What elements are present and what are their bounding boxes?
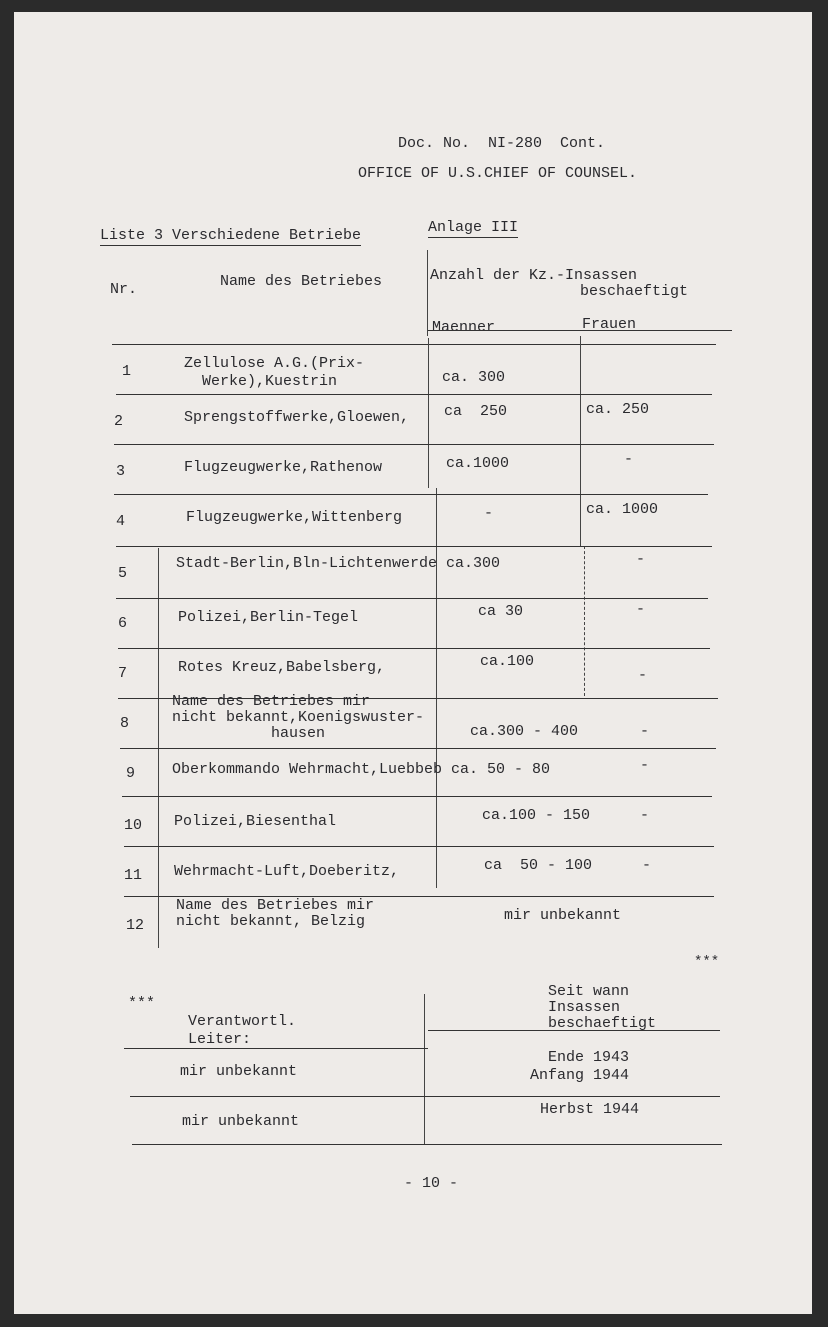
- header-rule: [112, 344, 716, 345]
- subheader-rule: [428, 330, 732, 331]
- row-8-name-cont: nicht bekannt,Koenigswuster-: [172, 709, 425, 726]
- row-5-name: Stadt-Berlin,Bln-Lichtenwerde ca.300: [176, 555, 501, 572]
- table2-row-rule: [130, 1096, 720, 1097]
- annex-label: Anlage III: [428, 219, 519, 236]
- row-6-nr: 6: [118, 615, 128, 632]
- table2-row-1-leader: mir unbekannt: [180, 1063, 298, 1080]
- header-divider: [427, 250, 428, 336]
- row-6-women: -: [636, 601, 646, 618]
- row-10-nr: 10: [124, 817, 143, 834]
- row-rule: [116, 546, 712, 547]
- row-2-nr: 2: [114, 413, 124, 430]
- header-nr: Nr.: [110, 281, 138, 298]
- row-rule: [122, 796, 712, 797]
- row-7-men: ca.100: [480, 653, 535, 670]
- table2-divider: [424, 994, 425, 1144]
- header-name: Name des Betriebes: [220, 273, 383, 290]
- header-men: Maenner: [432, 319, 496, 336]
- table2-header-leader: Verantwortl.: [188, 1013, 297, 1030]
- row-4-men: -: [484, 505, 494, 522]
- row-7-name: Rotes Kreuz,Babelsberg,: [178, 659, 386, 676]
- row-8-men: ca.300 - 400: [470, 723, 579, 740]
- row-3-men: ca.1000: [446, 455, 510, 472]
- footnote-marker: ***: [694, 954, 720, 970]
- table2-row-2-leader: mir unbekannt: [182, 1113, 300, 1130]
- row-8-women: -: [640, 723, 650, 740]
- column-divider-men: [428, 338, 429, 488]
- page-number: - 10 -: [404, 1175, 459, 1192]
- table2-header-since-2: Insassen: [548, 999, 621, 1016]
- row-8-name-cont2: hausen: [172, 725, 326, 742]
- row-3-nr: 3: [116, 463, 126, 480]
- row-2-women: ca. 250: [586, 401, 650, 418]
- row-3-name: Flugzeugwerke,Rathenow: [184, 459, 383, 476]
- row-rule: [116, 394, 712, 395]
- row-rule: [114, 494, 708, 495]
- row-11-nr: 11: [124, 867, 143, 884]
- table2-row-2-since: Herbst 1944: [540, 1101, 640, 1118]
- footnote-marker-left: ***: [128, 995, 156, 1012]
- office-title: OFFICE OF U.S.CHIEF OF COUNSEL.: [358, 165, 638, 182]
- row-4-nr: 4: [116, 513, 126, 530]
- row-6-men: ca 30: [478, 603, 524, 620]
- row-9-nr: 9: [126, 765, 136, 782]
- row-3-women: -: [624, 451, 634, 468]
- list-title: Liste 3 Verschiedene Betriebe: [100, 227, 362, 244]
- doc-number: Doc. No. NI-280 Cont.: [398, 135, 606, 152]
- row-12-nr: 12: [126, 917, 145, 934]
- column-divider-men-lower: [436, 488, 437, 888]
- row-10-women: -: [640, 807, 650, 824]
- row-12-name-cont: nicht bekannt, Belzig: [176, 913, 366, 930]
- document-page: [14, 12, 812, 1314]
- row-2-men: ca 250: [444, 403, 508, 420]
- row-8-name: Name des Betriebes mir: [172, 693, 371, 710]
- header-count-line2: beschaeftigt: [580, 283, 689, 300]
- row-12-name: Name des Betriebes mir: [176, 897, 375, 914]
- table2-header-rule: [124, 1048, 428, 1049]
- table2-header-leader-cont: Leiter:: [188, 1031, 252, 1048]
- row-1-nr: 1: [122, 363, 132, 380]
- row-9-name: Oberkommando Wehrmacht,Luebbeb ca. 50 - 80: [172, 761, 551, 778]
- header-women: Frauen: [582, 316, 637, 333]
- table2-row-1-since-2: Anfang 1944: [530, 1067, 630, 1084]
- table2-subrule: [428, 1030, 720, 1031]
- row-rule: [120, 748, 716, 749]
- row-rule: [114, 444, 714, 445]
- row-rule: [124, 846, 714, 847]
- row-11-men: ca 50 - 100: [484, 857, 593, 874]
- row-9-women: -: [640, 757, 650, 774]
- row-11-name: Wehrmacht-Luft,Doeberitz,: [174, 863, 400, 880]
- row-1-name-cont: Werke),Kuestrin: [184, 373, 338, 390]
- row-7-nr: 7: [118, 665, 128, 682]
- row-10-men: ca.100 - 150: [482, 807, 591, 824]
- row-6-name: Polizei,Berlin-Tegel: [178, 609, 359, 626]
- row-8-nr: 8: [120, 715, 130, 732]
- table2-row-1-since: Ende 1943: [548, 1049, 630, 1066]
- row-12-men: mir unbekannt: [504, 907, 622, 924]
- header-count-line1: Anzahl der Kz.-Insassen: [430, 267, 638, 284]
- row-5-nr: 5: [118, 565, 128, 582]
- row-1-name: Zellulose A.G.(Prix-: [184, 355, 365, 372]
- table2-header-since: Seit wann: [548, 983, 630, 1000]
- row-4-name: Flugzeugwerke,Wittenberg: [186, 509, 403, 526]
- row-2-name: Sprengstoffwerke,Gloewen,: [184, 409, 410, 426]
- column-divider-women: [580, 336, 581, 546]
- row-4-women: ca. 1000: [586, 501, 659, 518]
- table2-row-rule: [132, 1144, 722, 1145]
- row-10-name: Polizei,Biesenthal: [174, 813, 337, 830]
- row-rule: [116, 598, 708, 599]
- row-11-women: -: [642, 857, 652, 874]
- row-5-women: -: [636, 551, 646, 568]
- row-rule: [118, 648, 710, 649]
- row-1-men: ca. 300: [442, 369, 506, 386]
- row-7-women: -: [638, 667, 648, 684]
- table2-header-since-3: beschaeftigt: [548, 1015, 657, 1032]
- column-divider-women-lower: [584, 546, 585, 696]
